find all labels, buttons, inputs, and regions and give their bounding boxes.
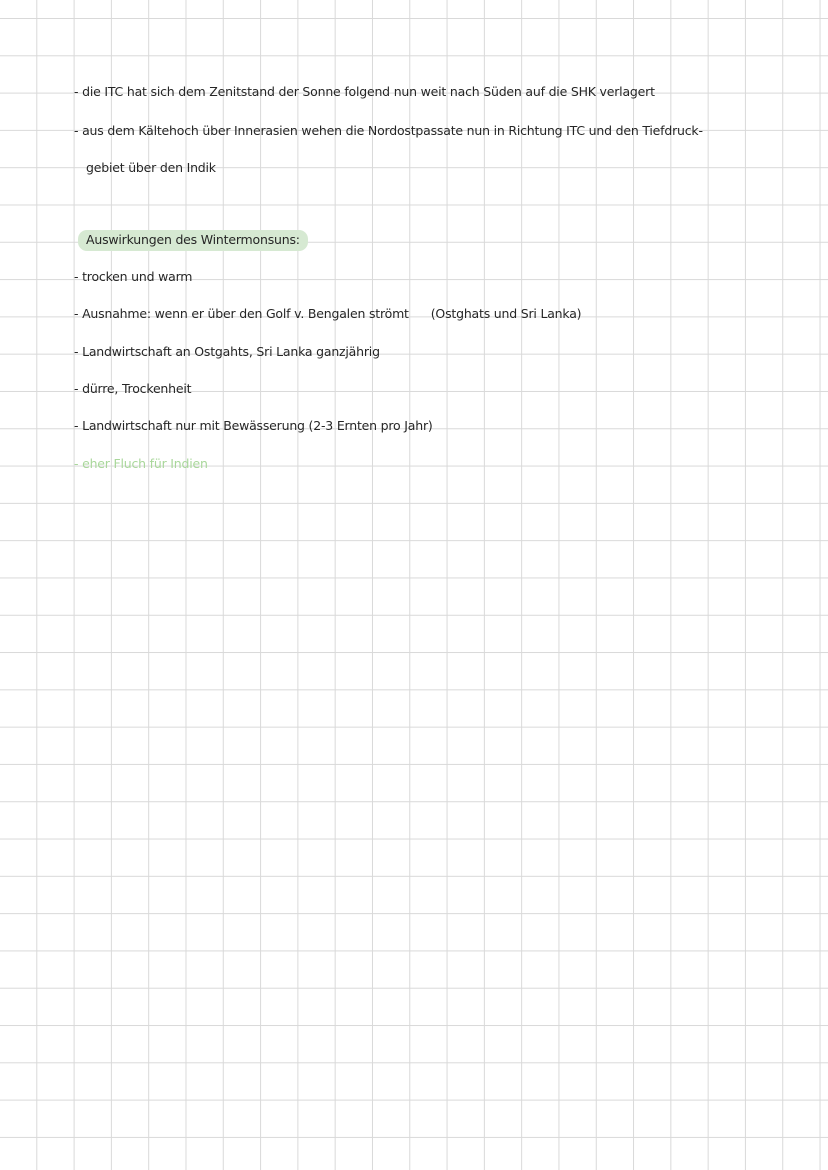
note-line-indik: gebiet über den Indik: [86, 160, 216, 175]
list-item-dry-warm: - trocken und warm: [74, 269, 193, 284]
list-item-drought: - dürre, Trockenheit: [74, 381, 192, 396]
note-line-itc-shift: - die ITC hat sich dem Zenitstand der Sonne folgend nun weit nach Süden auf die SHK verlagert: [74, 84, 655, 99]
note-line-northeast-trade-winds: - aus dem Kältehoch über Innerasien wehen die Nordostpassate nun in Richtung ITC und den Tiefdruck-: [74, 123, 703, 138]
list-item-agriculture-east: - Landwirtschaft an Ostgahts, Sri Lanka ganzjährig: [74, 344, 380, 359]
exception-aside: (Ostghats und Sri Lanka): [430, 306, 582, 321]
list-item-curse: - eher Fluch für Indien: [74, 456, 208, 471]
section-heading-winter-monsoon: Auswirkungen des Wintermonsuns:: [78, 230, 308, 251]
exception-text: - Ausnahme: wenn er über den Golf v. Bengalen strömt: [74, 306, 409, 321]
list-item-exception: [74, 306, 581, 322]
list-item-irrigation: - Landwirtschaft nur mit Bewässerung (2-3 Ernten pro Jahr): [74, 418, 433, 433]
